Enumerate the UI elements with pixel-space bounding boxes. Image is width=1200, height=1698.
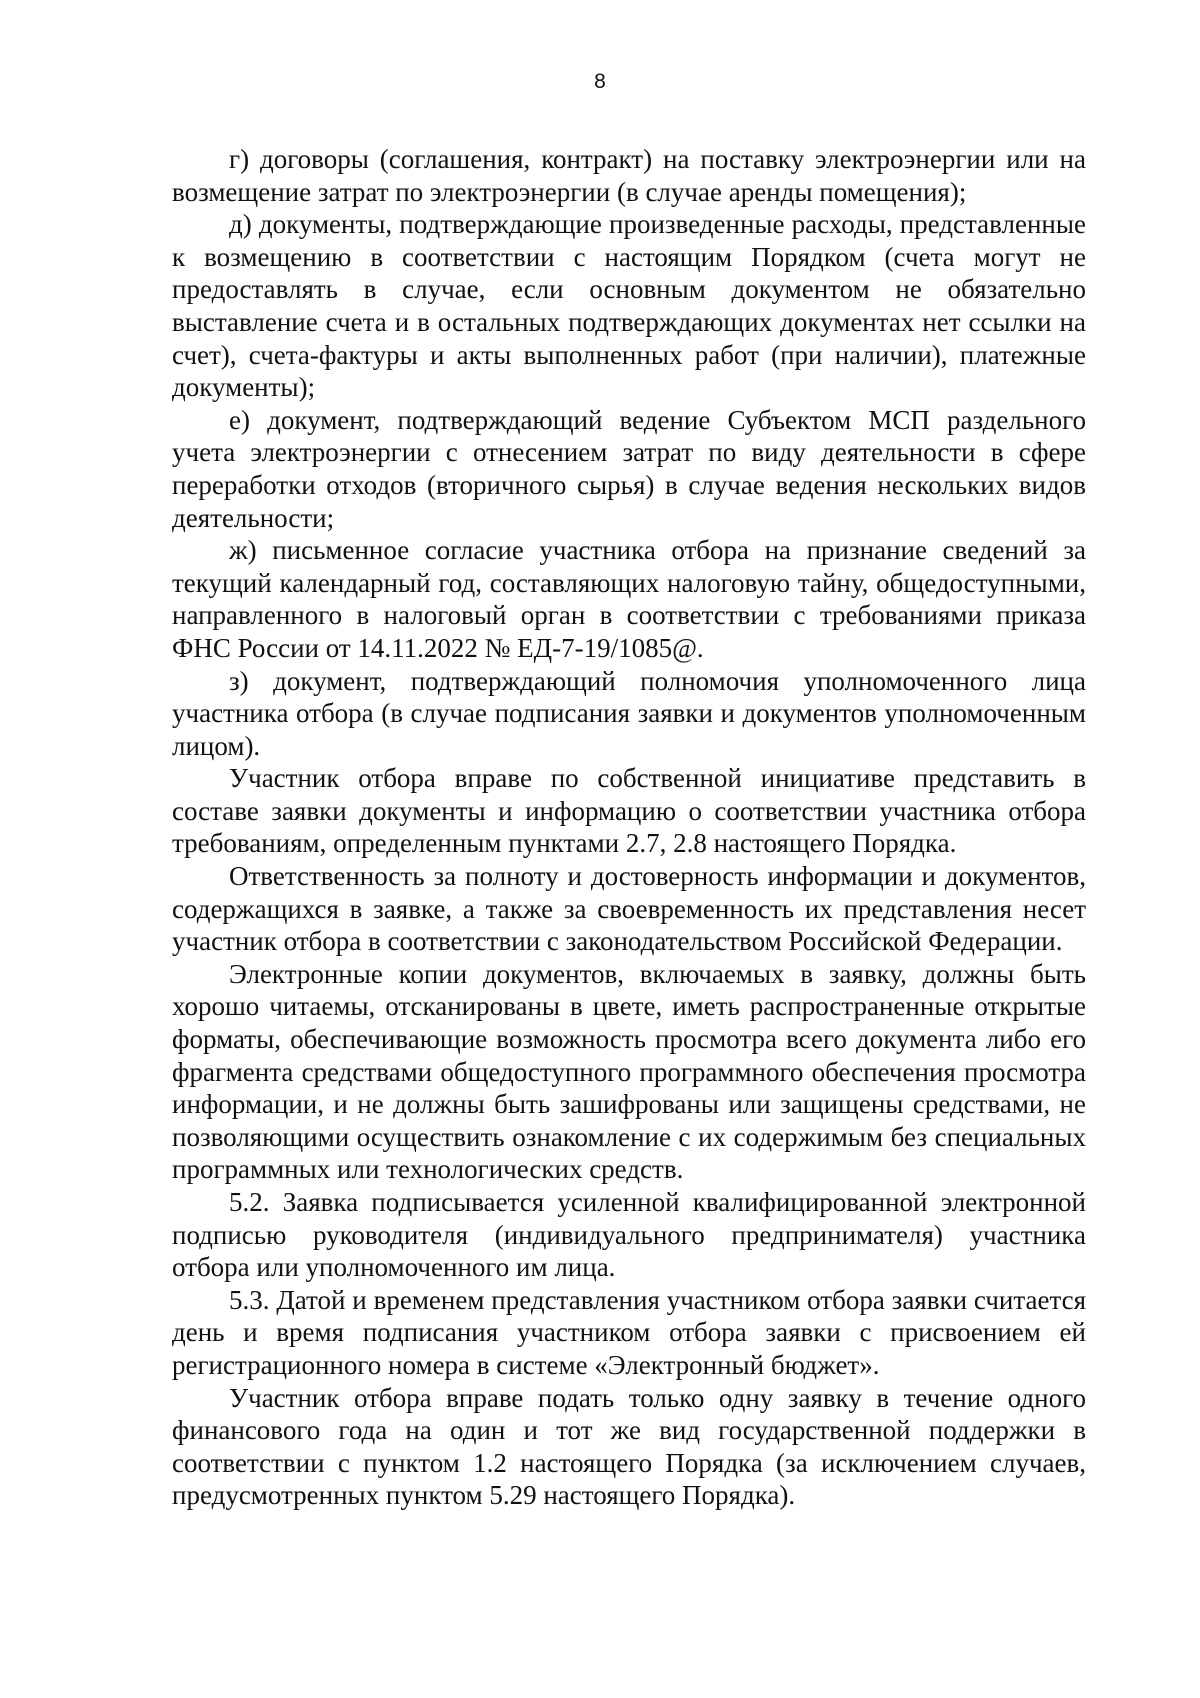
paragraph-single-application: Участник отбора вправе подать только одну заявку в течение одного финансового года на один и тот же вид государственной поддержки в соответствии с пунктом 1.2 настоящего Порядка (за исключением случаев, предусмотренных пунктом 5.29 настоящего Порядка).	[172, 1382, 1086, 1511]
paragraph-responsibility: Ответственность за полноту и достоверность информации и документов, содержащихся в заявке, а также за своевременность их представления несет участник отбора в соответствии с законодательством Российской Федерации.	[172, 861, 1086, 957]
clause-5-2: 5.2. Заявка подписывается усиленной квалифицированной электронной подписью руководителя (индивидуального предпринимателя) участника отбора или уполномоченного им лица.	[172, 1187, 1086, 1283]
list-item-e: е) документ, подтверждающий ведение Субъектом МСП раздельного учета электроэнергии с отнесением затрат по виду деятельности в сфере переработки отходов (вторичного сырья) в случае ведения нескольких видов деятельности;	[172, 404, 1086, 533]
document-body	[172, 143, 1086, 1512]
clause-5-3: 5.3. Датой и временем представления участником отбора заявки считается день и время подписания участником отбора заявки с присвоением ей регистрационного номера в системе «Электронный бюджет».	[172, 1284, 1086, 1380]
list-item-z: з) документ, подтверждающий полномочия уполномоченного лица участника отбора (в случае подписания заявки и документов уполномоченным лицом).	[172, 665, 1086, 761]
list-item-g: г) договоры (соглашения, контракт) на поставку электроэнергии или на возмещение затрат по электроэнергии (в случае аренды помещения);	[172, 144, 1086, 207]
paragraph-electronic-copies: Электронные копии документов, включаемых в заявку, должны быть хорошо читаемы, отсканированы в цвете, иметь распространенные открытые форматы, обеспечивающие возможность просмотра всего документа либо его фрагмента средствами общедоступного программного обеспечения просмотра информации, и не должны быть зашифрованы или защищены средствами, не позволяющими осуществить ознакомление с их содержимым без специальных программных или технологических средств.	[172, 958, 1086, 1185]
page-number: 8	[594, 70, 606, 93]
list-item-zh: ж) письменное согласие участника отбора на признание сведений за текущий календарный год, составляющих налоговую тайну, общедоступными, направленного в налоговый орган в соответствии с требованиями приказа ФНС России от 14.11.2022 № ЕД-7-19/1085@.	[172, 535, 1086, 663]
list-item-d: д) документы, подтверждающие произведенные расходы, представленные к возмещению в соответствии с настоящим Порядком (счета могут не предоставлять в случае, если основным документом не обязательно выставление счета и в остальных подтверждающих документах нет ссылки на счет), счета-фактуры и акты выполненных работ (при наличии), платежные документы);	[172, 209, 1086, 403]
paragraph-initiative: Участник отбора вправе по собственной инициативе представить в составе заявки документы и информацию о соответствии участника отбора требованиям, определенным пунктами 2.7, 2.8 настоящего Порядка.	[172, 763, 1086, 859]
